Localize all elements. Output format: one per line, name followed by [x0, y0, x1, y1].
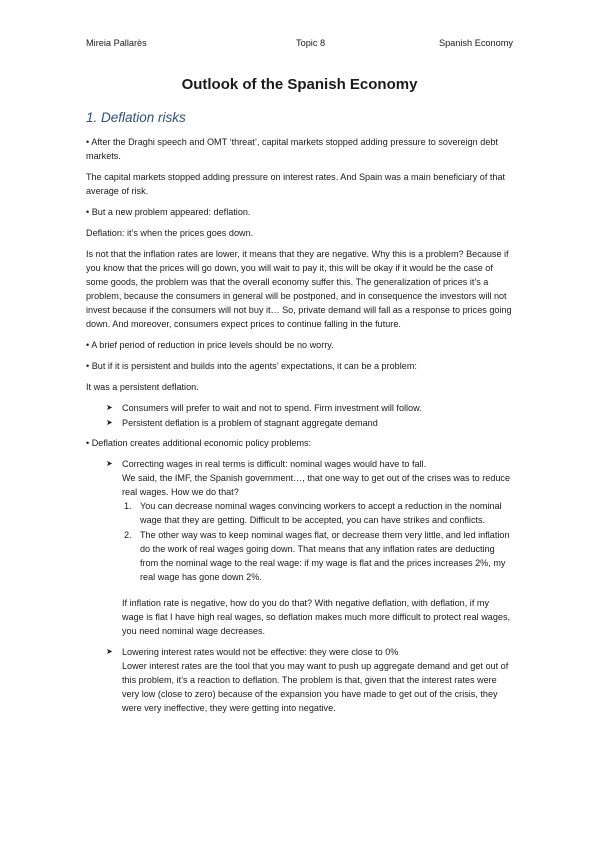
document-body [86, 76, 513, 721]
arrow-bullet-icon: ➤ [106, 403, 113, 412]
wages-head: Correcting wages in real terms is difficult: nominal wages would have to fall. [122, 459, 427, 469]
arrow-item-rates [86, 645, 513, 715]
header-subject: Spanish Economy [438, 38, 513, 48]
bullet-paragraph-6: • A brief period of reduction in price levels should be no worry. [86, 338, 513, 352]
arrow-list-consumers [86, 401, 513, 430]
paragraph-8: It was a persistent deflation. [86, 382, 199, 392]
paragraph-4: Deflation: it’s when the prices goes down. [86, 228, 254, 238]
numbered-list [122, 499, 513, 584]
arrow-list-policy [86, 457, 513, 715]
rates-body: Lower interest rates are the tool that you may want to push up aggregate demand and get out of this problem, it’s a reaction to deflation. The problem is that, given that the interest rates were very low (close to zero) because of the expansion you have made to get out of the crisis, they were very ineffective, they were getting into negative. [122, 661, 509, 713]
arrow-item-wages [86, 457, 513, 644]
page-header [86, 38, 513, 52]
header-topic: Topic 8 [296, 38, 326, 48]
bullet-paragraph-7: • But if it is persistent and builds into the agents’ expectations, it can be a problem: [86, 359, 513, 373]
arrow-item: ➤ Persistent deflation is a problem of stagnant aggregate demand [106, 418, 378, 428]
arrow-bullet-icon: ➤ [106, 418, 113, 427]
section-heading: 1. Deflation risks [86, 110, 186, 125]
bullet-paragraph-1: • After the Draghi speech and OMT ‘threat’, capital markets stopped adding pressure to sovereign debt markets. [86, 135, 513, 163]
header-author: Mireia Pallarès [86, 38, 147, 48]
wages-tail: If inflation rate is negative, how do you do that? With negative deflation, with deflation, if my wage is flat I have high real wages, so deflation makes much more difficult to protect real wages, you need nominal wage decreases. [122, 598, 511, 636]
numbered-item: 1. You can decrease nominal wages convincing workers to accept a reduction in the nominal wage that they are getting. Difficult to be accepted, you can have strikes and conflicts. [124, 501, 502, 525]
numbered-item: 2. The other way was to keep nominal wages flat, or decrease them very little, and led inflation do the work of real wages going down. That means that any inflation rates are deducting from the nominal wage to the real wage: if my wage is flat and the prices increases 2%, my real wage has gone down 2%. [124, 530, 510, 582]
arrow-bullet-icon: ➤ [106, 647, 113, 656]
document-title: Outlook of the Spanish Economy [181, 76, 418, 93]
bullet-paragraph-9: • Deflation creates additional economic policy problems: [86, 436, 513, 450]
paragraph-5: Is not that the inflation rates are lower, it means that they are negative. Why this is a problem? Because if you know that the prices will go down, you will wait to pay it, this will be okay if it would be the case of some goods, the problem was that the overall economy suffer this. The generalization of prices it’s a problem, because the consumers in general will be postponed, and in consequence the investors will not invest because if the consumers will not buy it… So, private demand will fall as a response to prices going down. And moreover, consumers expect prices to continue falling in the future. [86, 249, 512, 329]
arrow-bullet-icon: ➤ [106, 459, 113, 468]
arrow-item: ➤ Consumers will prefer to wait and not to spend. Firm investment will follow. [106, 403, 422, 413]
rates-head: Lowering interest rates would not be effective: they were close to 0% [122, 647, 399, 657]
wages-body: We said, the IMF, the Spanish government…, that one way to get out of the crises was to reduce real wages. How we do that? [122, 473, 511, 497]
paragraph-2: The capital markets stopped adding pressure on interest rates. And Spain was a main beneficiary of that average of risk. [86, 172, 506, 196]
bullet-paragraph-3: • But a new problem appeared: deflation. [86, 205, 513, 219]
